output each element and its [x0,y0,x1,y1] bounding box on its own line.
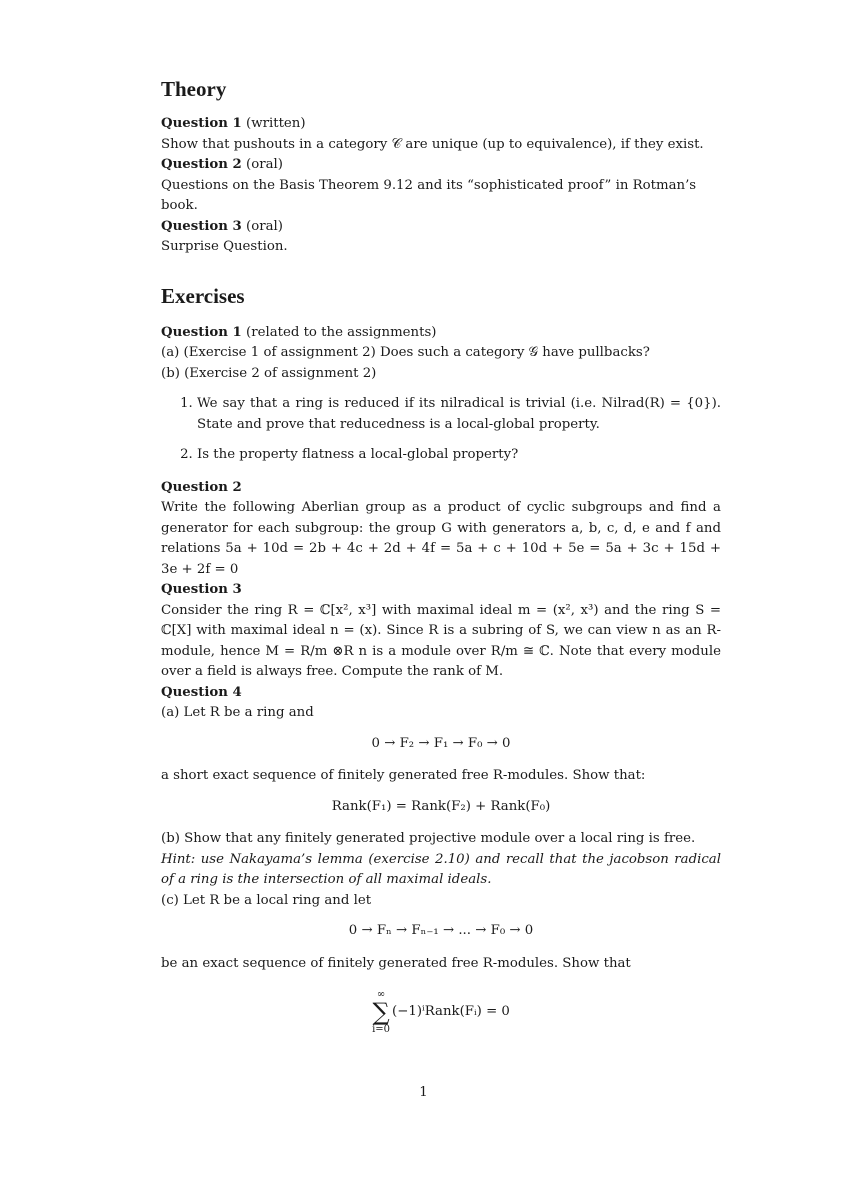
exercises-heading: Exercises [161,283,245,308]
exercise-question-4-part-c-continued: be an exact sequence of finitely generated free R-modules. Show that [161,955,631,971]
question-tag: (related to the assignments) [246,324,437,340]
exercise-question-3-header [161,580,721,601]
alternating-sum-equation [161,984,721,1035]
sigma-block [372,989,390,1035]
exercise-question-2-text: Write the following Aberlian group as a product of cyclic subgroups and find a generator for each subgroup: the group G with generators a, b, c, d, e and f and relations 5a + 10d = 2b + 4c + 2d + 4f = 5a + c + 10d + 5e = 5a + 3c + 15d + 3e + 2f = 0 [161,500,721,577]
hint-text: Hint: use Nakayama’s lemma (exercise 2.10) and recall that the jacobson radical of a ring is the intersection of all maximal ideals. [161,851,721,887]
short-exact-sequence: 0 → F₂ → F₁ → F₀ → 0 [371,735,511,751]
theory-question-2-header [161,155,721,176]
exercise-question-4-header [161,683,721,704]
exercise-question-1-header [161,323,721,344]
question-title: Question 2 [161,157,242,172]
question-title: Question 3 [161,218,242,234]
question-title: Question 4 [161,684,242,700]
question-title: Question 1 [161,324,242,340]
summation [372,989,510,1035]
rank-equation: Rank(F₁) = Rank(F₂) + Rank(F₀) [331,798,551,814]
question-tag: (written) [246,116,306,131]
question-title: Question 3 [161,582,242,597]
page-content [161,76,721,1047]
theory-question-1-header [161,114,721,135]
exercise-question-2-header [161,478,721,499]
exercise-question-4-part-b: (b) Show that any finitely generated projective module over a local ring is free. [161,831,696,846]
list-item: 1. We say that a ring is reduced if its nilradical is trivial (i.e. Nilrad(R) = {0}). State and prove that reducedness is a local-global property. [197,394,721,435]
sigma-symbol: ∑ [372,998,390,1026]
question-tag: (oral) [246,157,283,172]
question-title: Question 2 [161,479,242,495]
exercise-question-4-part-a-continued: a short exact sequence of finitely generated free R-modules. Show that: [161,768,646,783]
list-item: 2. Is the property flatness a local-global property? [197,445,721,466]
sum-lower-limit: i=0 [372,1024,391,1035]
exact-sequence: 0 → Fₙ → Fₙ₋₁ → ... → F₀ → 0 [348,923,534,938]
theory-question-2-text: Questions on the Basis Theorem 9.12 and its “sophisticated proof” in Rotman’s book. [161,177,697,213]
page-number: 1 [419,1085,428,1100]
exercise-question-1-part-a: (a) (Exercise 1 of assignment 2) Does such a category 𝒢 have pullbacks? [161,345,650,360]
theory-question-3-header [161,217,721,238]
sum-body: (−1)ⁱRank(Fᵢ) = 0 [392,1003,510,1019]
theory-heading: Theory [161,77,227,101]
question-title: Question 1 [161,116,242,131]
theory-question-1-text: Show that pushouts in a category 𝒞 are unique (up to equivalence), if they exist. [161,136,704,152]
sum-upper-limit: ∞ [376,989,386,1000]
enumerated-list [161,394,721,466]
question-tag: (oral) [246,218,283,234]
exercise-question-4-part-a: (a) Let R be a ring and [161,705,314,720]
exercise-question-1-part-b: (b) (Exercise 2 of assignment 2) [161,365,377,381]
exercise-question-4-part-c: (c) Let R be a local ring and let [161,892,372,908]
theory-question-3-text: Surprise Question. [161,239,288,254]
exercise-question-3-text: Consider the ring R = ℂ[x², x³] with maximal ideal m = (x², x³) and the ring S = ℂ[X] with maximal ideal n = (x). Since R is a subring of S, we can view n as an R-module, hence M = R/m ⊗R n is a module over R/m ≅ ℂ. Note that every module over a field is always free. Compute the rank of M. [161,602,721,679]
